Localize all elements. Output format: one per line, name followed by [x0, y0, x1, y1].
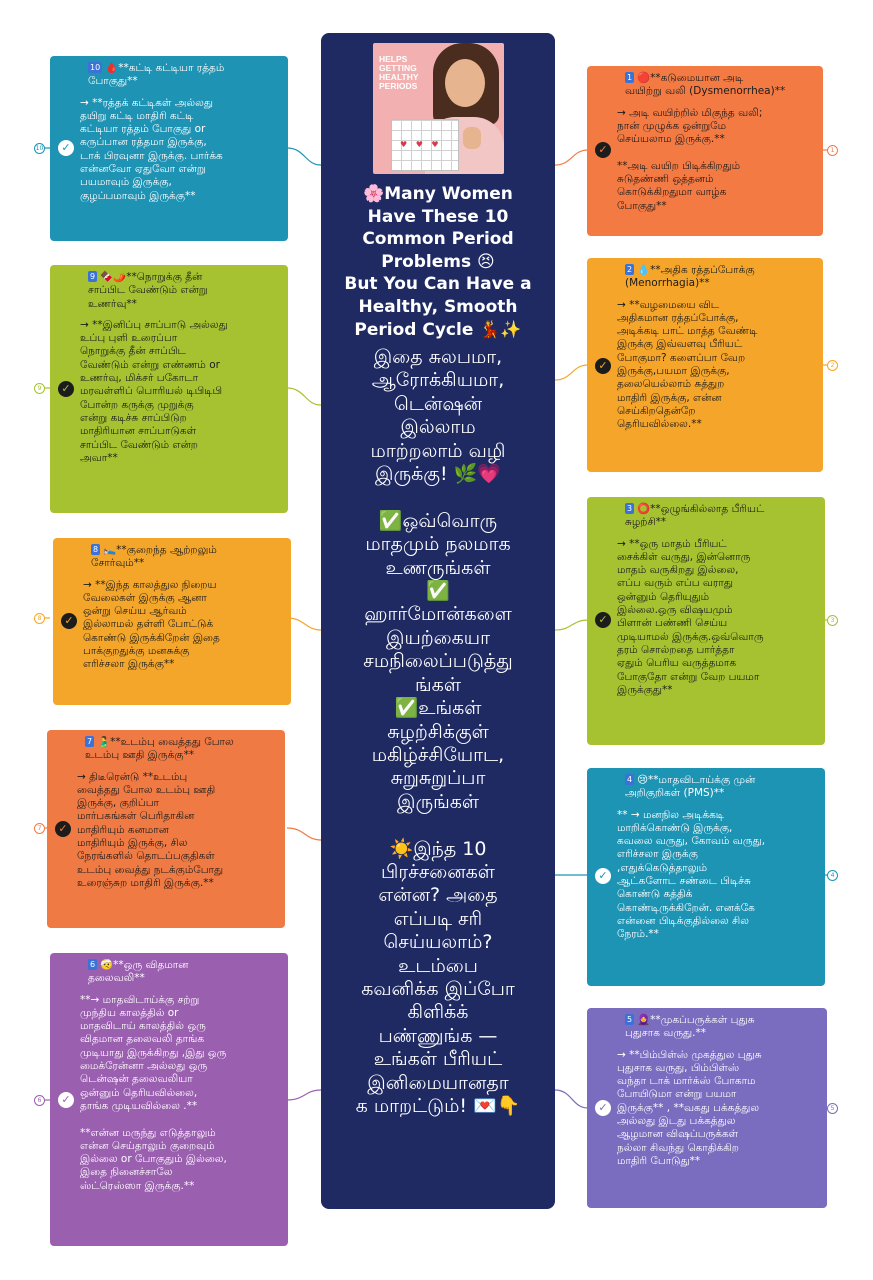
card-title: **முகப்பருக்கள் புதுசு புதுசாக வருது.** — [625, 1014, 755, 1040]
collapse-toggle-8[interactable]: 8 — [34, 613, 45, 624]
connector-left-10 — [287, 148, 321, 165]
calendar-icon — [391, 119, 459, 171]
connector-left-8 — [287, 618, 321, 630]
problem-card-5[interactable] — [587, 1008, 827, 1208]
check-circle-icon: ✓ — [58, 381, 74, 397]
card-emoji: 🍫🌶️ — [100, 271, 127, 283]
collapse-toggle-1[interactable]: 1 — [827, 145, 838, 156]
card-title: **குறைந்த ஆற்றலும் சோர்வும்** — [91, 544, 217, 570]
check-circle-icon: ✓ — [595, 868, 611, 884]
central-body-text: இதை சுலபமா, ஆரோக்கியமா, டென்ஷன் இல்லாம மாற்றலாம் வழி இருக்கு! 🌿💗 ✅ஒவ்வொரு மாதமும் நலமாக உணருங்கள் ✅ ஹார்மோன்களை இயற்கையா சமநிலைப்படுத்து ங்கள் ✅உங்கள் சுழற்சிக்குள் மகிழ்ச்சியோட, சுறுசுறுப்பா இருங்கள் ☀️இந்த 10 பிரச்சனைகள் என்ன? அதை எப்படி சரி செய்யலாம்? உடம்பை கவனிக்க இப்போ கிளிக்க் பண்ணுங்க — உங்கள் பீரியட் இனிமையானதா க மாறட்டும்! 💌👇 — [355, 346, 521, 1117]
problem-card-1[interactable] — [587, 66, 823, 236]
card-emoji: 🤕 — [100, 959, 114, 971]
card-title: **உடம்பு வைத்தது போல உடம்பு ஊதி இருக்கு** — [85, 736, 234, 762]
check-circle-icon: ✓ — [595, 612, 611, 628]
card-emoji: 😢 — [637, 774, 649, 786]
card-body: → **ஒரு மாதம் பீரியட் சைக்கிள் வருது, இன்னொரு மாதம் வருகிறது இல்லை, எப்ப வரும் எப்ப வராது ஒன்னும் தெரியுதும் இல்லை.ஒரு விஷயமும் பிளான் பண்ணி செய்ய முடியாமல் இருக்கு.ஒவ்வொரு தரம் சொல்றதை பார்த்தா ஏதும் பெரிய வருத்தமாக போகுதோ என்று வேற பயமா இருக்குது** — [617, 537, 764, 696]
connector-left-7 — [287, 828, 321, 840]
card-body: **→ மாதவிடாய்க்கு சற்று முந்திய காலத்தில் or மாதவிடாய் காலத்தில் ஒரு விதமான தலைவலி தாங்க முடியாது இருக்கிறது ,இது ஒரு மைக்ரேன்னா அல்லது ஒரு டென்ஷன் தலைவலியா ஒன்னும் தெரியவில்லை, தாங்க முடியவில்லை .** **என்ன மருந்து எடுத்தாலும் என்ன செய்தாலும் குறைவும் இல்லை or போகுதும் இல்லை, இதை நினைச்சாலே ஸ்ட்ரெஸ்ஸா இருக்கு.** — [80, 993, 227, 1192]
card-emoji: 🔴 — [637, 72, 651, 84]
number-badge: 9 — [90, 272, 96, 281]
card-emoji: 🛌 — [103, 544, 117, 556]
check-circle-icon: ✓ — [595, 142, 611, 158]
check-circle-icon: ✓ — [55, 821, 71, 837]
collapse-toggle-10[interactable]: 10 — [35, 145, 44, 152]
problem-card-2[interactable] — [587, 258, 823, 472]
number-badge: 4 — [627, 775, 633, 784]
number-badge: 3 — [627, 504, 633, 513]
card-body: → **ரத்தக் கட்டிகள் அல்லது தயிறு கட்டி மாதிரி கட்டி கட்டியா ரத்தம் போகுது or கருப்பான ரத்தமா இருக்கு, டாக் பிரவுனா இருக்கு. பார்க்க என்னவோ ஏதுவோ என்று பயமாவும் இருக்கு, குழப்பமாவும் இருக்கு** — [80, 96, 223, 202]
check-circle-icon: ✓ — [61, 613, 77, 629]
card-body: → திடீரென்டு **உடம்பு வைத்தது போல உடம்பு ஊதி இருக்கு, குறிப்பா மார்பகங்கள் பெரிதாகின மாதிரியும் கனமான மாதிரியும் இருக்கு, சில நேரங்களில் தொடப்பகுதிகள் உடம்பு வைத்து நடக்கும்போது உரைஞ்சுற மாதிரி இருக்கு.** — [77, 770, 224, 889]
card-emoji: 🩸 — [105, 62, 119, 74]
problem-card-3[interactable] — [587, 497, 825, 745]
card-emoji: 💧 — [637, 264, 651, 276]
woman-face-shape — [445, 59, 485, 107]
card-title: **நொறுக்கு தீன் சாப்பிட வேண்டும் என்று உணர்வு** — [88, 271, 208, 310]
connector-right-1 — [555, 150, 588, 165]
card-emoji: 🧕 — [637, 1014, 651, 1026]
central-headline: 🌸Many Women Have These 10 Common Period Problems 😣 But You Can Have a Healthy, Smooth Period Cycle 💃✨ — [344, 184, 532, 340]
connector-left-9 — [287, 388, 321, 405]
number-badge: 6 — [90, 960, 96, 969]
card-title: **ஒழுங்கில்லாத பீரியட் சுழற்சி** — [625, 503, 765, 529]
check-circle-icon: ✓ — [595, 358, 611, 374]
connector-right-2 — [555, 365, 588, 380]
card-title: **அதிக ரத்தப்போக்கு (Menorrhagia)** — [625, 264, 755, 290]
problem-card-7[interactable] — [47, 730, 285, 928]
card-body: → அடி வயிற்றில் மிகுந்த வலி; நான் முழுக்க ஒன்றுமே செய்யலாம இருக்கு.** **அடி வயிற பிடிக்கிறதும் சுடுதண்ணி ஒத்தனம் கொடுக்கிறதுமா வாழ்க போகுது** — [617, 106, 763, 212]
number-badge: 1 — [627, 73, 633, 82]
number-badge: 8 — [93, 545, 99, 554]
problem-card-9[interactable] — [50, 265, 288, 513]
card-title: **மாதவிடாய்க்கு முன் அறிகுறிகள் (PMS)** — [625, 774, 756, 800]
thumbs-up-icon — [463, 127, 481, 149]
card-title: **கடுமையான அடி வயிற்று வலி (Dysmenorrhea)** — [625, 72, 786, 98]
central-topic[interactable] — [321, 33, 555, 1209]
connector-left-6 — [287, 1090, 321, 1100]
card-body: → **வழமையை விட அதிகமான ரத்தப்போக்கு, அடிக்கடி பாட் மாத்த வேண்டி இருக்கு இவ்வளவு பீரியட் போகுமா? களைப்பா வேற இருக்கு,பயமா இருக்கு, தலையெல்லாம் சுத்துற மாதிரி இருக்கு, என்ன செய்கிறதென்றே தெரியவில்லை.** — [617, 298, 758, 431]
check-circle-icon: ✓ — [58, 140, 74, 156]
problem-card-4[interactable] — [587, 768, 825, 986]
card-body: → **பிம்பிள்ஸ் முகத்துல புதுசு புதுசாக வருது, பிம்பிள்ஸ் வந்தா டாக் மார்க்ஸ் போகாம போயிடுமா என்று பயமா இருக்கு** , **வகது பக்கத்துல அல்லது இடது பக்கத்துல ஆழமான விஷப்பருக்கள் நல்லா சிவந்து கொதிக்கிற மாதிரி போடுது** — [617, 1048, 762, 1167]
number-badge: 7 — [87, 737, 93, 746]
card-body: → **இனிப்பு சாப்பாடு அல்லது உப்பு புளி உரைப்பா நொறுக்கு தீன் சாப்பிட வேண்டும் என்று எண்ணம் or உணர்வு, மிக்சர் பகோடா மரவள்ளிப் பொரியல் டிபிடிபி போன்ற கருக்கு முறுக்கு என்று கடிச்சு சாப்பிடுற மாதிரியான சாப்பாடுகள் சாப்பிட வேண்டும் என்ற அவா** — [80, 318, 228, 464]
collapse-toggle-6[interactable]: 6 — [34, 1095, 45, 1106]
promo-image — [373, 43, 504, 174]
card-title: **கட்டி கட்டியா ரத்தம் போகுது** — [88, 62, 225, 88]
problem-card-6[interactable] — [50, 953, 288, 1246]
problem-card-8[interactable] — [53, 538, 291, 705]
card-emoji: ⭕ — [637, 503, 651, 515]
collapse-toggle-5[interactable]: 5 — [827, 1103, 838, 1114]
collapse-toggle-3[interactable]: 3 — [827, 615, 838, 626]
check-circle-icon: ✓ — [58, 1092, 74, 1108]
card-title: **ஒரு விதமான தலைவலி** — [88, 959, 189, 985]
number-badge: 2 — [627, 265, 633, 274]
collapse-toggle-9[interactable]: 9 — [34, 383, 45, 394]
collapse-toggle-2[interactable]: 2 — [827, 360, 838, 371]
card-body: → **இந்த காலத்துல நிறைய வேலைகள் இருக்கு ஆனா ஒன்று செய்ய ஆர்வம் இல்லாமல் தள்ளி போட்டுக் கொண்டு இருக்கிறேன் இதை பாக்குறதுக்கு மனசுக்கு எரிச்சலா இருக்கு** — [83, 578, 220, 671]
card-emoji: 🫃 — [97, 736, 111, 748]
problem-card-10[interactable] — [50, 56, 288, 241]
collapse-toggle-4[interactable]: 4 — [827, 870, 838, 881]
collapse-toggle-7[interactable]: 7 — [34, 823, 45, 834]
card-body: ** → மனநில அடிக்கடி மாறிக்கொண்டு இருக்கு, கவலை வருது, கோவம் வருது, எரிச்சலா இருக்கு ,எதுக்கெடுத்தாலும் ஆட்களோட சண்டை பிடிச்சு கொண்டு கத்திக் கொண்டிருக்கிறேன். எனக்கே என்னை பிடிக்குதில்லை சில நேரம்.** — [617, 808, 766, 941]
connector-right-3 — [555, 620, 588, 630]
number-badge: 10 — [90, 63, 101, 72]
check-circle-icon: ✓ — [595, 1100, 611, 1116]
number-badge: 5 — [627, 1015, 633, 1024]
connector-right-5 — [555, 1090, 588, 1108]
promo-image-caption: HELPS GETTING HEALTHY PERIODS — [379, 54, 419, 91]
